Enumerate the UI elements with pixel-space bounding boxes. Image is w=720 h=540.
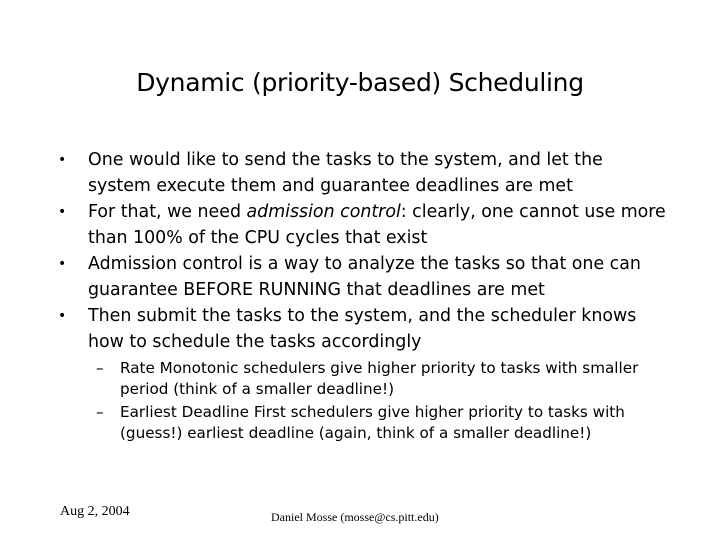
bullet-dot-icon: • (58, 308, 67, 324)
dash-icon: – (96, 403, 104, 421)
sub-bullet-text: Earliest Deadline First schedulers give higher priority to tasks with (guess!) earliest deadline (again, think of a smaller deadline!) (120, 403, 625, 442)
bullet-item (58, 251, 668, 303)
bullet-dot-icon: • (58, 152, 67, 168)
bullet-list (58, 147, 668, 355)
sub-bullet-text: Rate Monotonic schedulers give higher priority to tasks with smaller period (think of a smaller deadline!) (120, 359, 639, 398)
bullet-item (58, 303, 668, 355)
sub-bullet-list (96, 358, 666, 446)
sub-bullet-item (96, 402, 666, 444)
footer-date: Aug 2, 2004 (60, 504, 130, 519)
slide-title: Dynamic (priority-based) Scheduling (136, 68, 584, 97)
bullet-text: One would like to send the tasks to the system, and let the system execute them and guarantee deadlines are met (88, 150, 603, 196)
footer-author: Daniel Mosse (mosse@cs.pitt.edu) (271, 510, 439, 524)
bullet-item (58, 199, 668, 251)
dash-icon: – (96, 359, 104, 377)
bullet-text-post: : clearly, one cannot use more than 100% of the CPU cycles that exist (88, 202, 666, 248)
bullet-text-pre: For that, we need (88, 202, 247, 222)
bullet-text-emphasis: admission control (246, 202, 401, 222)
bullet-text: Admission control is a way to analyze the tasks so that one can guarantee BEFORE RUNNING that deadlines are met (88, 254, 641, 300)
sub-bullet-item (96, 358, 666, 400)
bullet-text: Then submit the tasks to the system, and the scheduler knows how to schedule the tasks accordingly (88, 306, 637, 352)
bullet-dot-icon: • (58, 204, 67, 220)
bullet-item (58, 147, 668, 199)
bullet-dot-icon: • (58, 256, 67, 272)
